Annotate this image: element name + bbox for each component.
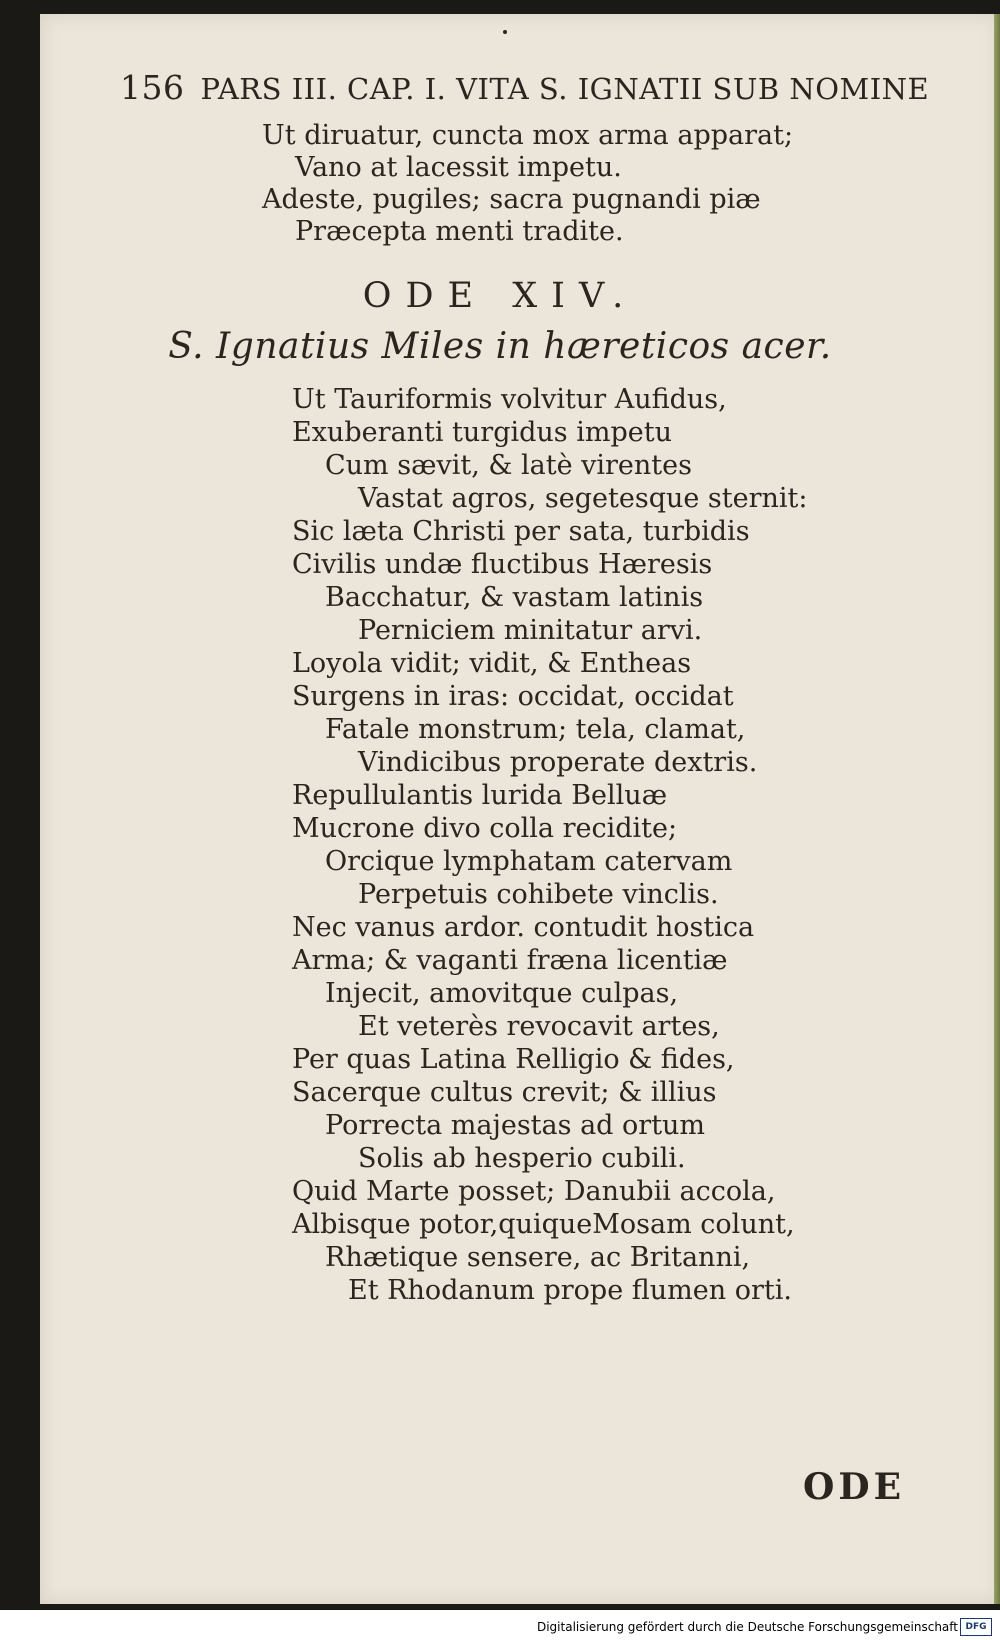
verse-line: Orcique lymphatam catervam	[325, 846, 733, 877]
funding-credit: Digitalisierung gefördert durch die Deutsche Forschungsgemeinschaft	[536, 1620, 958, 1634]
verse-line: Perpetuis cohibete vinclis.	[358, 879, 719, 910]
verse-line: Arma; & vaganti fræna licentiæ	[292, 945, 728, 976]
running-header	[120, 68, 930, 107]
verse-line: Vastat agros, segetesque sternit:	[358, 483, 808, 514]
dfg-logo: DFG	[960, 1618, 992, 1636]
verse-line: Solis ab hesperio cubili.	[358, 1143, 686, 1174]
verse-line: Ut Tauriformis volvitur Aufidus,	[292, 384, 727, 415]
digitization-footer	[0, 1610, 1000, 1640]
verse-line: Quid Marte posset; Danubii accola,	[292, 1176, 776, 1207]
verse-line: Vano at lacessit impetu.	[295, 152, 622, 183]
ode-subtitle: S. Ignatius Miles in hæreticos acer.	[168, 326, 832, 367]
verse-line: Adeste, pugiles; sacra pugnandi piæ	[262, 184, 761, 215]
verse-line: Exuberanti turgidus impetu	[292, 417, 672, 448]
verse-line: Injecit, amovitque culpas,	[325, 978, 679, 1009]
verse-line: Bacchatur, & vastam latinis	[325, 582, 704, 613]
verse-line: Sic læta Christi per sata, turbidis	[292, 516, 750, 547]
verse-line: Perniciem minitatur arvi.	[358, 615, 703, 646]
verse-line: Et veterès revocavit artes,	[358, 1011, 720, 1042]
ink-dot	[503, 30, 507, 34]
verse-line: Per quas Latina Relligio & fides,	[292, 1044, 735, 1075]
running-head-text: PARS III. CAP. I. VITA S. IGNATII SUB NOMINE	[200, 72, 930, 106]
verse-line: Et Rhodanum prope flumen orti.	[348, 1275, 792, 1306]
verse-line: Civilis undæ fluctibus Hæresis	[292, 549, 713, 580]
verse-line: Sacerque cultus crevit; & illius	[292, 1077, 717, 1108]
verse-line: Surgens in iras: occidat, occidat	[292, 681, 734, 712]
verse-line: Ut diruatur, cuncta mox arma apparat;	[262, 120, 794, 151]
catchword: ODE	[803, 1466, 906, 1508]
verse-line: Cum sævit, & latè virentes	[325, 450, 692, 481]
verse-line: Nec vanus ardor. contudit hostica	[292, 912, 755, 943]
verse-line: Fatale monstrum; tela, clamat,	[325, 714, 746, 745]
verse-line: Mucrone divo colla recidite;	[292, 813, 678, 844]
verse-line: Repullulantis lurida Belluæ	[292, 780, 668, 811]
verse-line: Rhætique sensere, ac Britanni,	[325, 1242, 751, 1273]
page-number: 156	[120, 68, 185, 107]
verse-line: Loyola vidit; vidit, & Entheas	[292, 648, 692, 679]
page-edge	[994, 14, 1000, 1604]
ode-title: ODE XIV.	[362, 276, 638, 316]
verse-line: Porrecta majestas ad ortum	[325, 1110, 706, 1141]
verse-line: Albisque potor,quiqueMosam colunt,	[292, 1209, 795, 1240]
verse-line: Vindicibus properate dextris.	[358, 747, 758, 778]
verse-line: Præcepta menti tradite.	[295, 216, 624, 247]
